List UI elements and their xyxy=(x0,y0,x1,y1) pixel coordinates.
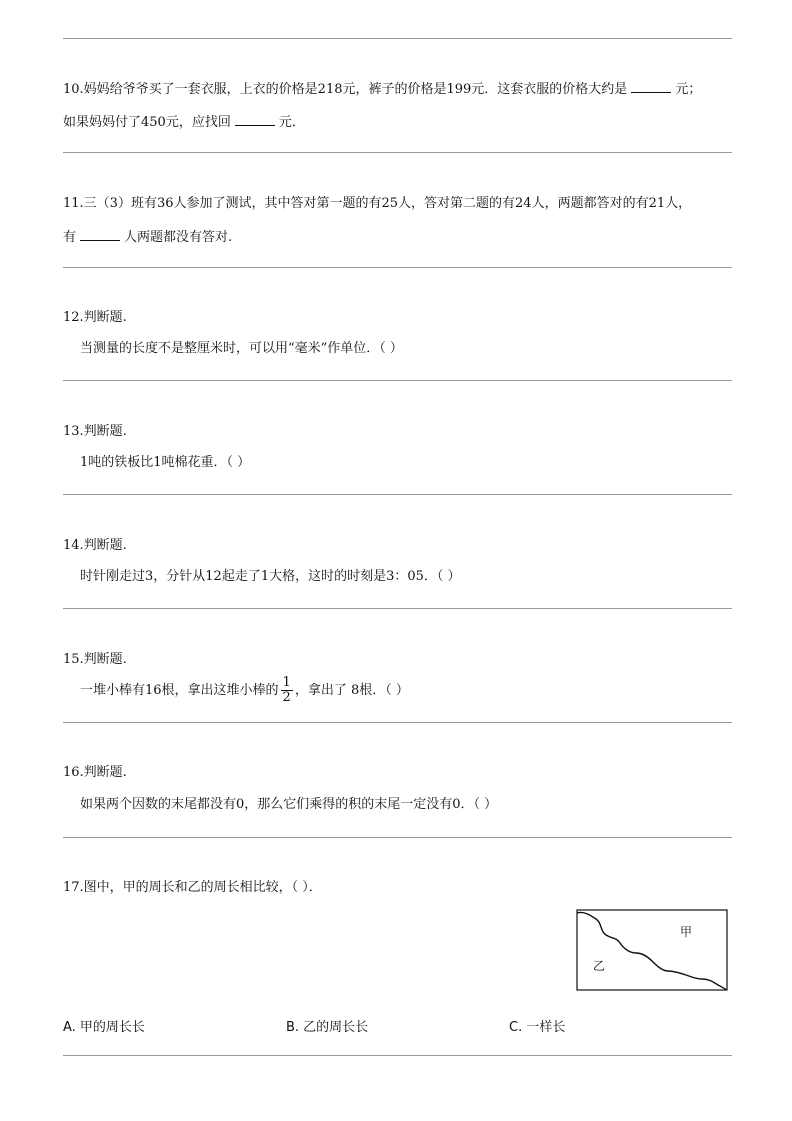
divider xyxy=(63,38,732,39)
divider xyxy=(63,380,732,381)
question-10-line-1 xyxy=(63,80,701,99)
figure-label-jia: 甲 xyxy=(680,925,693,939)
divider xyxy=(63,494,732,495)
question-14-text: 时针刚走过3，分针从12起走了1大格，这时的时刻是3：05．（ ） xyxy=(80,569,461,584)
question-12-title: 12.判断题. xyxy=(63,310,127,325)
question-10-text-c: 如果妈妈付了450元，应找回 xyxy=(63,115,231,130)
option-a[interactable]: A. 甲的周长长 xyxy=(63,1020,145,1035)
perimeter-figure xyxy=(576,909,728,991)
figure-label-yi: 乙 xyxy=(593,959,606,973)
fraction-numerator: 1 xyxy=(282,675,291,690)
option-b[interactable]: B. 乙的周长长 xyxy=(286,1020,369,1035)
question-15-text-a: 一堆小棒有16根，拿出这堆小棒的 xyxy=(80,683,279,698)
question-11-line-2 xyxy=(63,228,232,247)
question-11-text-c: 人两题都没有答对. xyxy=(124,230,233,245)
question-10-line-2 xyxy=(63,113,305,132)
answer-blank[interactable] xyxy=(235,113,275,126)
option-c[interactable]: C. 一样长 xyxy=(509,1020,566,1035)
question-11-line-1 xyxy=(63,195,691,213)
question-13-text: 1吨的铁板比1吨棉花重．（ ） xyxy=(80,455,251,470)
question-15-text xyxy=(80,676,409,705)
question-12-text: 当测量的长度不是整厘米时，可以用“毫米”作单位．（ ） xyxy=(80,341,403,356)
divider xyxy=(63,152,732,153)
question-10-text-b: 元； xyxy=(675,82,702,97)
question-15-title: 15.判断题. xyxy=(63,652,127,667)
question-17-stem: 17.图中，甲的周长和乙的周长相比较，（ ）． xyxy=(63,880,322,895)
divider xyxy=(63,267,732,268)
answer-blank[interactable] xyxy=(80,228,120,241)
question-11-text: 11.三（3）班有36人参加了测试，其中答对第一题的有25人，答对第二题的有24人，两题都答对的有21人， xyxy=(63,196,692,211)
question-14-title: 14.判断题. xyxy=(63,538,127,553)
figure-svg xyxy=(576,909,728,991)
fraction xyxy=(281,676,293,705)
divider xyxy=(63,837,732,838)
question-11-text-b: 有 xyxy=(63,230,77,245)
fraction-denominator: 2 xyxy=(282,690,291,705)
question-10-text-d: 元． xyxy=(278,115,305,130)
question-16-title: 16.判断题. xyxy=(63,765,127,780)
divider xyxy=(63,722,732,723)
question-13-title: 13.判断题. xyxy=(63,424,127,439)
question-15-text-b: ，拿出了 8根．（ ） xyxy=(294,683,409,698)
question-16-text: 如果两个因数的末尾都没有0，那么它们乘得的积的末尾一定没有0．（ ） xyxy=(80,797,498,812)
divider xyxy=(63,1055,732,1056)
divider xyxy=(63,608,732,609)
question-10-text-a: 10.妈妈给爷爷买了一套衣服，上衣的价格是218元，裤子的价格是199元．这套衣服的价格大约是 xyxy=(63,82,628,97)
answer-blank[interactable] xyxy=(631,80,671,93)
